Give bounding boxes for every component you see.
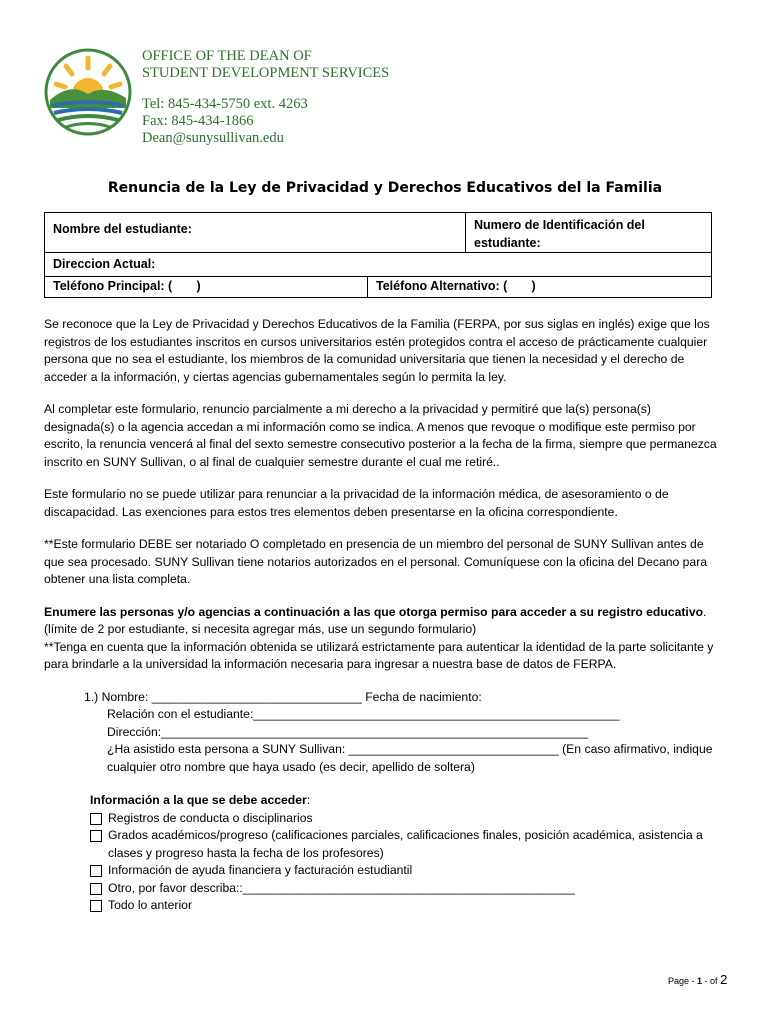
option-label: Otro, por favor describa::_________________________________________________ [108, 880, 575, 895]
office-name-line2: STUDENT DEVELOPMENT SERVICES [142, 65, 390, 81]
access-option-financial[interactable] [90, 862, 724, 880]
access-heading [90, 792, 724, 810]
access-heading-colon: : [306, 793, 311, 807]
student-name-field[interactable] [45, 213, 466, 253]
designee-address-line[interactable]: Dirección:_______________________________________________________________ [107, 724, 589, 739]
waiver-terms-paragraph: Al completar este formulario, renuncio parcialmente a mi derecho a la privacidad y permitiré que la(s) persona(s) designada(s) o la agencia accedan a mi información como se indica. A menos que revoque o modifique este permiso por escrito, la renuncia vencerá al final del sexto semestre consecutivo posterior a la fecha de la firma, siempre que permanezca inscrito en SUNY Sullivan, o al final de cualquier semestre durante el cual me retiré.. [44, 402, 717, 469]
student-id-label-line2: estudiante: [474, 236, 541, 250]
instructions-limit: (límite de 2 por estudiante, si necesita agregar más, use un segundo formulario) [44, 622, 477, 636]
access-option-grades[interactable] [90, 827, 724, 862]
page-prefix: Page - [668, 976, 698, 986]
alt-phone-field[interactable] [368, 277, 712, 298]
college-logo [44, 48, 132, 136]
access-section [90, 792, 724, 915]
address-label: Direccion Actual: [53, 257, 156, 271]
exclusions-paragraph: Este formulario no se puede utilizar para renunciar a la privacidad de la información médica, de asesoramiento o de discapacidad. Las exenciones para estos tres elementos deben presentarse en la oficina correspondiente. [44, 487, 669, 519]
fax: Fax: 845-434-1866 [142, 113, 254, 129]
office-header [142, 48, 389, 147]
checkbox[interactable] [90, 883, 102, 895]
address-field[interactable] [45, 253, 712, 277]
designee-name-line[interactable]: 1.) Nombre: _______________________________ Fecha de nacimiento: [84, 689, 482, 704]
access-option-conduct[interactable] [90, 810, 724, 828]
access-option-all[interactable] [90, 897, 724, 915]
student-id-field[interactable] [466, 213, 712, 253]
option-label: Información de ayuda financiera y facturación estudiantil [108, 863, 413, 877]
checkbox[interactable] [90, 900, 102, 912]
notary-paragraph: **Este formulario DEBE ser notariado O completado en presencia de un miembro del personal de SUNY Sullivan antes de que sea procesado. SUNY Sullivan tiene notarios autorizados en el personal. Comuníquese con la oficina del Decano para obtener una lista completa. [44, 537, 708, 586]
checkbox[interactable] [90, 830, 102, 842]
access-heading-text: Información a la que se debe acceder [90, 793, 307, 807]
phone-field[interactable] [45, 277, 368, 298]
designee-relationship-line[interactable]: Relación con el estudiante:______________________________________________________ [107, 707, 620, 721]
page-number [668, 972, 727, 987]
designee-entry-1 [84, 689, 724, 777]
form-body [44, 316, 724, 915]
student-id-label-line1: Numero de Identificación del [474, 218, 645, 232]
designee-attended-line[interactable]: ¿Ha asistido esta persona a SUNY Sullivan: _______________________________ (En caso afirmativo, indique cualquier otro nombre que haya usado (es decir, apellido de soltera) [107, 742, 713, 774]
checkbox[interactable] [90, 865, 102, 877]
student-info-table [44, 212, 712, 298]
form-title: Renuncia de la Ley de Privacidad y Derechos Educativos del la Familia [107, 180, 663, 196]
telephone: Tel: 845-434-5750 ext. 4263 [142, 96, 308, 112]
student-name-label: Nombre del estudiante: [53, 222, 192, 236]
ferpa-intro-paragraph: Se reconoce que la Ley de Privacidad y Derechos Educativos de la Familia (FERPA, por sus siglas en inglés) exige que los registros de los estudiantes inscritos en cursos universitarios estén protegidos contra el acceso de prácticamente cualquier persona que no sea el estudiante, los miembros de la comunidad universitaria que tienen la necesidad y el derecho de acceder a la información, y ciertas agencias gubernamentales según lo permita la ley. [44, 317, 710, 384]
alt-phone-label: Teléfono Alternativo: ( ) [376, 279, 536, 293]
page-mid: - of [702, 976, 721, 986]
instructions-paragraph [44, 604, 724, 674]
page-total: 2 [720, 972, 728, 987]
office-name-line1: OFFICE OF THE DEAN OF [142, 48, 312, 64]
instructions-note: **Tenga en cuenta que la información obtenida se utilizará estrictamente para autenticar la identidad de la parte solicitante y para brindarle a la universidad la información necesaria para ingresar a nuestra base de datos de FERPA. [44, 639, 714, 671]
phone-label: Teléfono Principal: ( ) [53, 279, 201, 293]
checkbox[interactable] [90, 813, 102, 825]
page-current: 1 [697, 976, 703, 986]
instructions-heading: Enumere las personas y/o agencias a continuación a las que otorga permiso para acceder a su registro educativo [44, 604, 704, 619]
option-label: Todo lo anterior [108, 898, 193, 912]
contact-info [142, 96, 389, 147]
email: Dean@sunysullivan.edu [142, 130, 284, 146]
instructions-period: . [703, 604, 707, 619]
option-label: Registros de conducta o disciplinarios [108, 810, 313, 825]
access-option-other[interactable] [90, 880, 724, 898]
option-label: Grados académicos/progreso (calificaciones parciales, calificaciones finales, posición académica, asistencia a clases y progreso hasta la fecha de los profesores) [108, 828, 703, 860]
